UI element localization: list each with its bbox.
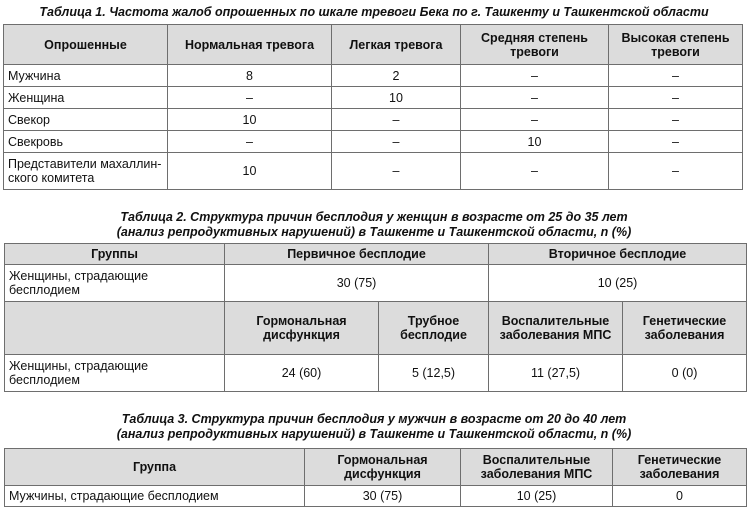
table3-header-row xyxy=(5,449,747,486)
table-row xyxy=(4,87,743,109)
table-cell: – xyxy=(609,65,743,87)
table2-subheader-cell: Воспалительные заболевания МПС xyxy=(489,302,623,355)
table2-subheader-cell: Гормональная дисфункция xyxy=(225,302,379,355)
table2-header-cell: Первичное бесплодие xyxy=(225,244,489,265)
table-row xyxy=(4,153,743,190)
table-cell: 30 (75) xyxy=(305,486,461,507)
table2-header-row xyxy=(5,244,747,265)
table1-header-cell: Высокая степень тревоги xyxy=(609,25,743,65)
table-cell: 10 xyxy=(168,109,332,131)
table3 xyxy=(4,448,747,507)
table1-caption: Таблица 1. Частота жалоб опрошенных по шкале тревоги Бека по г. Ташкенту и Ташкентской области xyxy=(39,5,709,19)
table-cell: Свекор xyxy=(4,109,168,131)
table-cell: – xyxy=(461,87,609,109)
table-cell: – xyxy=(168,131,332,153)
table-cell: 8 xyxy=(168,65,332,87)
table1-header-cell: Средняя степень тревоги xyxy=(461,25,609,65)
table-cell: 0 (0) xyxy=(623,355,747,392)
table-cell: 10 xyxy=(332,87,461,109)
table3-header-cell: Воспалительные заболевания МПС xyxy=(461,449,613,486)
table-cell: 5 (12,5) xyxy=(379,355,489,392)
table1-header-cell: Опрошенные xyxy=(4,25,168,65)
table-cell: Мужчина xyxy=(4,65,168,87)
table-cell: 10 xyxy=(461,131,609,153)
table-cell: 10 (25) xyxy=(461,486,613,507)
table-cell: Женщины, страдающие бесплодием xyxy=(5,355,225,392)
table-row xyxy=(5,355,747,392)
table-cell: Женщина xyxy=(4,87,168,109)
table-cell: 30 (75) xyxy=(225,265,489,302)
table-cell: 0 xyxy=(613,486,747,507)
table-cell: – xyxy=(609,87,743,109)
table3-header-cell: Гормональная дисфункция xyxy=(305,449,461,486)
table-cell: – xyxy=(461,153,609,190)
table-row xyxy=(5,265,747,302)
table2-subheader-cell: Генетические заболевания xyxy=(623,302,747,355)
table1-header-cell: Нормальная тревога xyxy=(168,25,332,65)
table2-subheader-blank xyxy=(5,302,225,355)
table2 xyxy=(4,243,747,392)
table-cell: – xyxy=(461,65,609,87)
table-row xyxy=(4,65,743,87)
table2-caption-line1: Таблица 2. Структура причин бесплодия у женщин в возрасте от 25 до 35 лет xyxy=(120,210,628,224)
table-row xyxy=(4,109,743,131)
table-cell: – xyxy=(609,153,743,190)
table-cell: 2 xyxy=(332,65,461,87)
table2-subheader-row xyxy=(5,302,747,355)
table1-header-row xyxy=(4,25,743,65)
table-cell: – xyxy=(332,153,461,190)
table-cell: Свекровь xyxy=(4,131,168,153)
table1-header-cell: Легкая тревога xyxy=(332,25,461,65)
table3-header-cell: Генетические заболевания xyxy=(613,449,747,486)
table-cell: Представители махаллин-ского комитета xyxy=(4,153,168,190)
table-cell: – xyxy=(332,109,461,131)
table3-header-cell: Группа xyxy=(5,449,305,486)
table-cell: – xyxy=(461,109,609,131)
table-cell: – xyxy=(609,109,743,131)
table-row xyxy=(5,486,747,507)
table-cell: Женщины, страдающие бесплодием xyxy=(5,265,225,302)
table-cell: 10 xyxy=(168,153,332,190)
table-cell: – xyxy=(609,131,743,153)
table-cell: Мужчины, страдающие бесплодием xyxy=(5,486,305,507)
table1 xyxy=(3,24,743,190)
table-row xyxy=(4,131,743,153)
table-cell: – xyxy=(168,87,332,109)
table2-header-cell: Группы xyxy=(5,244,225,265)
table3-caption-line2: (анализ репродуктивных нарушений) в Ташкенте и Ташкентской области, n (%) xyxy=(116,427,632,441)
table3-caption-line1: Таблица 3. Структура причин бесплодия у мужчин в возрасте от 20 до 40 лет xyxy=(121,412,627,426)
table-cell: – xyxy=(332,131,461,153)
table-cell: 10 (25) xyxy=(489,265,747,302)
table2-header-cell: Вторичное бесплодие xyxy=(489,244,747,265)
table-cell: 24 (60) xyxy=(225,355,379,392)
table2-subheader-cell: Трубное бесплодие xyxy=(379,302,489,355)
table-cell: 11 (27,5) xyxy=(489,355,623,392)
table2-caption-line2: (анализ репродуктивных нарушений) в Ташкенте и Ташкентской области, n (%) xyxy=(116,225,632,239)
